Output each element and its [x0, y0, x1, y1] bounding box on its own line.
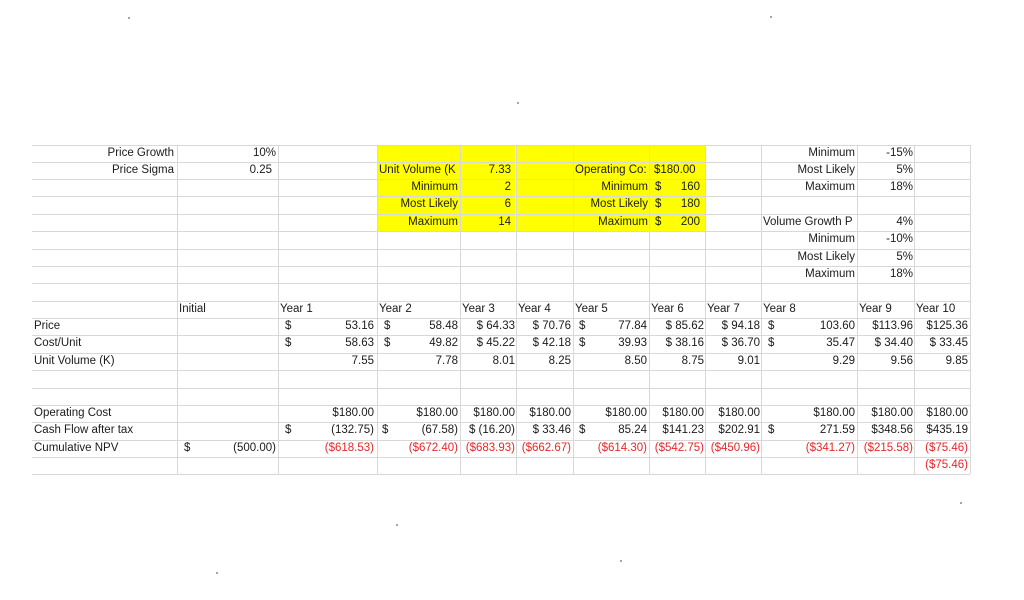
npv-row-label: Cumulative NPV	[34, 442, 119, 454]
cash-flow-y7[interactable]: $202.91	[718, 424, 760, 436]
unit-volume-y7[interactable]: 9.01	[737, 355, 760, 367]
price-y8[interactable]: 103.60	[819, 320, 855, 332]
unit-volume-y2[interactable]: 7.78	[435, 355, 458, 367]
cost-unit-y1[interactable]: 58.63	[345, 337, 374, 349]
npv-y8[interactable]: ($341.27)	[805, 442, 855, 454]
unit-volume-y9[interactable]: 9.56	[890, 355, 913, 367]
operating-cost-ml-currency: $	[655, 198, 662, 210]
price-growth-value[interactable]: 10%	[252, 147, 276, 159]
price-y5-currency: $	[579, 320, 586, 332]
price-y1[interactable]: 53.16	[345, 320, 374, 332]
header-year-10: Year 10	[916, 303, 956, 315]
price-y9[interactable]: $113.96	[872, 320, 913, 332]
header-year-7: Year 7	[707, 303, 740, 315]
operating-cost-y9[interactable]: $180.00	[871, 407, 913, 419]
unit-volume-max[interactable]: 14	[498, 216, 511, 228]
npv-y2[interactable]: ($672.40)	[408, 442, 458, 454]
unit-volume-label: Unit Volume (K	[379, 164, 456, 176]
cash-flow-y1[interactable]: (132.75)	[331, 424, 374, 436]
cost-unit-y5-currency: $	[579, 337, 586, 349]
npv-y6[interactable]: ($542.75)	[654, 442, 704, 454]
cash-flow-y5[interactable]: 85.24	[618, 424, 647, 436]
cost-unit-y10[interactable]: $ 33.45	[929, 337, 968, 349]
cost-unit-y2[interactable]: 49.82	[429, 337, 458, 349]
operating-cost-ml[interactable]: 180	[680, 198, 700, 210]
spreadsheet-grid	[32, 145, 970, 475]
npv-initial-currency: $	[184, 442, 191, 454]
operating-cost-y10[interactable]: $180.00	[926, 407, 968, 419]
operating-cost-max-currency: $	[655, 216, 662, 228]
final-npv[interactable]: ($75.46)	[925, 459, 968, 471]
npv-initial[interactable]: (500.00)	[233, 442, 276, 454]
operating-cost-y5[interactable]: $180.00	[605, 407, 647, 419]
price-growth-max-label: Maximum	[805, 181, 855, 193]
cash-flow-y10[interactable]: $435.19	[926, 424, 968, 436]
volume-growth-min-label: Minimum	[808, 233, 855, 245]
operating-cost-y1[interactable]: $180.00	[332, 407, 374, 419]
price-growth-min[interactable]: -15%	[886, 147, 913, 159]
operating-cost-ml-label: Most Likely	[590, 198, 648, 210]
cash-flow-y4[interactable]: $ 33.46	[532, 424, 571, 436]
cash-flow-y1-currency: $	[285, 424, 292, 436]
header-year-2: Year 2	[379, 303, 412, 315]
unit-volume-y4[interactable]: 8.25	[548, 355, 571, 367]
cash-flow-y8-currency: $	[768, 424, 775, 436]
npv-y10[interactable]: ($75.46)	[925, 442, 968, 454]
volume-growth-max[interactable]: 18%	[889, 268, 913, 280]
cost-unit-y2-currency: $	[384, 337, 391, 349]
cost-unit-y8[interactable]: 35.47	[826, 337, 855, 349]
price-sigma-label: Price Sigma	[112, 164, 174, 176]
cash-flow-y6[interactable]: $141.23	[662, 424, 704, 436]
scan-speck	[517, 102, 519, 104]
scan-speck	[216, 572, 218, 574]
cost-unit-y6[interactable]: $ 38.16	[665, 337, 704, 349]
price-growth-ml[interactable]: 5%	[896, 164, 913, 176]
cost-unit-y4[interactable]: $ 42.18	[532, 337, 571, 349]
scan-speck	[770, 16, 772, 18]
cost-unit-row-label: Cost/Unit	[34, 337, 82, 349]
price-y6[interactable]: $ 85.62	[665, 320, 704, 332]
npv-y4[interactable]: ($662.67)	[521, 442, 571, 454]
cost-unit-y8-currency: $	[768, 337, 775, 349]
price-y4[interactable]: $ 70.76	[532, 320, 571, 332]
operating-cost-label: Operating Co:	[575, 164, 647, 176]
price-growth-ml-label: Most Likely	[797, 164, 855, 176]
operating-cost-y2[interactable]: $180.00	[416, 407, 458, 419]
price-y2-currency: $	[384, 320, 391, 332]
operating-cost-y8[interactable]: $180.00	[813, 407, 855, 419]
price-y10[interactable]: $125.36	[926, 320, 968, 332]
unit-volume-max-label: Maximum	[408, 216, 458, 228]
volume-growth-min[interactable]: -10%	[886, 233, 913, 245]
cash-flow-y9[interactable]: $348.56	[871, 424, 913, 436]
cost-unit-y3[interactable]: $ 45.22	[476, 337, 515, 349]
operating-cost-max-label: Maximum	[598, 216, 648, 228]
header-year-5: Year 5	[575, 303, 608, 315]
operating-cost-y6[interactable]: $180.00	[662, 407, 704, 419]
cash-flow-y2[interactable]: (67.58)	[421, 424, 458, 436]
cash-flow-row-label: Cash Flow after tax	[34, 424, 134, 436]
unit-volume-min[interactable]: 2	[504, 181, 511, 193]
cost-unit-y9[interactable]: $ 34.40	[874, 337, 913, 349]
operating-cost-y4[interactable]: $180.00	[529, 407, 571, 419]
npv-y9[interactable]: ($215.58)	[863, 442, 913, 454]
cost-unit-y5[interactable]: 39.93	[618, 337, 647, 349]
header-year-9: Year 9	[859, 303, 892, 315]
price-y5[interactable]: 77.84	[618, 320, 647, 332]
price-y1-currency: $	[285, 320, 292, 332]
unit-volume-ml[interactable]: 6	[504, 198, 511, 210]
header-year-8: Year 8	[763, 303, 796, 315]
volume-growth-ml-label: Most Likely	[797, 251, 855, 263]
scan-speck	[960, 502, 962, 504]
header-initial: Initial	[179, 303, 206, 315]
header-year-4: Year 4	[518, 303, 551, 315]
operating-cost-y7[interactable]: $180.00	[718, 407, 760, 419]
unit-volume-y10[interactable]: 9.85	[945, 355, 968, 367]
price-sigma-value[interactable]: 0.25	[249, 164, 272, 176]
price-y3[interactable]: $ 64.33	[476, 320, 515, 332]
header-year-6: Year 6	[651, 303, 684, 315]
price-growth-label: Price Growth	[107, 147, 174, 159]
cash-flow-y3[interactable]: $ (16.20)	[468, 424, 515, 436]
unit-volume-y1[interactable]: 7.55	[351, 355, 374, 367]
operating-cost-row-label: Operating Cost	[34, 407, 112, 419]
price-growth-min-label: Minimum	[808, 147, 855, 159]
unit-volume-y6[interactable]: 8.75	[681, 355, 704, 367]
scan-speck	[396, 524, 398, 526]
operating-cost-min-label: Minimum	[601, 181, 648, 193]
scan-speck	[128, 17, 130, 19]
price-y2[interactable]: 58.48	[429, 320, 458, 332]
price-y7[interactable]: $ 94.18	[721, 320, 760, 332]
unit-volume-value[interactable]: 7.33	[488, 164, 511, 176]
unit-volume-min-label: Minimum	[411, 181, 458, 193]
cost-unit-y1-currency: $	[285, 337, 292, 349]
operating-cost-y3[interactable]: $180.00	[473, 407, 515, 419]
unit-volume-row-label: Unit Volume (K)	[34, 355, 115, 367]
volume-growth-ml[interactable]: 5%	[896, 251, 913, 263]
volume-growth-max-label: Maximum	[805, 268, 855, 280]
operating-cost-value[interactable]: $180.00	[654, 164, 696, 176]
price-y8-currency: $	[768, 320, 775, 332]
unit-volume-y3[interactable]: 8.01	[492, 355, 515, 367]
price-growth-max[interactable]: 18%	[889, 181, 913, 193]
header-year-1: Year 1	[280, 303, 313, 315]
price-row-label: Price	[34, 320, 61, 332]
operating-cost-min[interactable]: 160	[680, 181, 700, 193]
volume-growth-label: Volume Growth P	[763, 216, 853, 228]
operating-cost-min-currency: $	[655, 181, 662, 193]
volume-growth-value[interactable]: 4%	[896, 216, 913, 228]
unit-volume-ml-label: Most Likely	[400, 198, 458, 210]
cost-unit-y7[interactable]: $ 36.70	[721, 337, 760, 349]
cash-flow-y2-currency: $	[382, 424, 389, 436]
npv-y7[interactable]: ($450.96)	[710, 442, 760, 454]
header-year-3: Year 3	[462, 303, 495, 315]
unit-volume-y5[interactable]: 8.50	[624, 355, 647, 367]
scan-speck	[620, 560, 622, 562]
cash-flow-y8[interactable]: 271.59	[819, 424, 855, 436]
npv-y1[interactable]: ($618.53)	[324, 442, 374, 454]
npv-y5[interactable]: ($614.30)	[597, 442, 647, 454]
operating-cost-max[interactable]: 200	[680, 216, 700, 228]
npv-y3[interactable]: ($683.93)	[465, 442, 515, 454]
cash-flow-y5-currency: $	[579, 424, 586, 436]
unit-volume-y8[interactable]: 9.29	[832, 355, 855, 367]
